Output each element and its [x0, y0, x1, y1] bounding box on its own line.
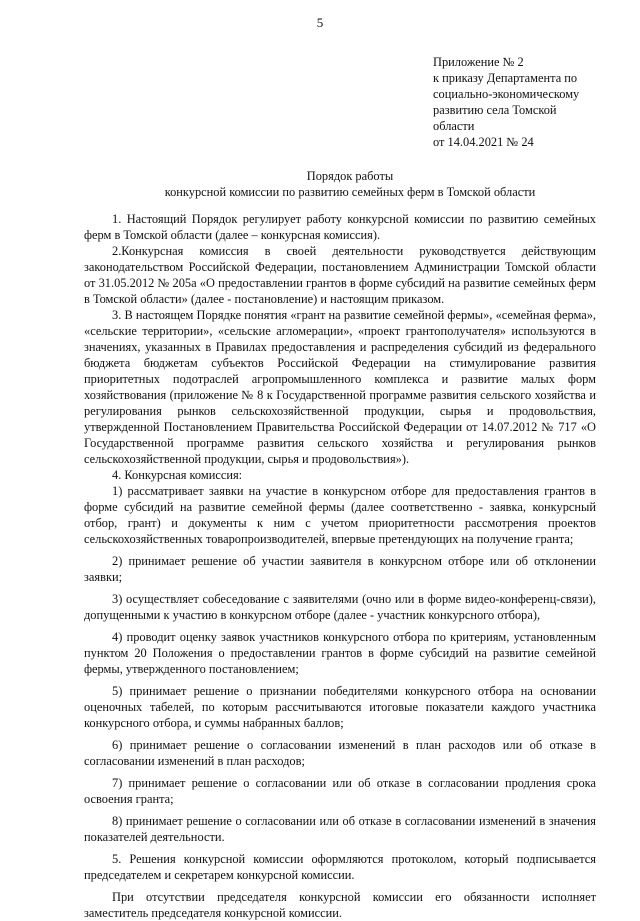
paragraph: 6) принимает решение о согласовании изменений в план расходов или об отказе в согласовании изменений в план расходов; — [84, 738, 596, 768]
paragraph: 1. Настоящий Порядок регулирует работу конкурсной комиссии по развитию семейных ферм в Томской области (далее – конкурсная комиссия). — [84, 212, 596, 242]
appendix-line: области — [433, 119, 475, 133]
paragraph: 2.Конкурсная комиссия в своей деятельности руководствуется действующим законодательством Российской Федерации, постановлением Администрации Томской области от 31.05.2012 № 205а «О предоставлении грантов в форме субсидий на развитие семейных ферм в Томской области» (далее - постановление) и настоящим приказом. — [84, 244, 596, 306]
paragraph: 5. Решения конкурсной комиссии оформляются протоколом, который подписывается председателем и секретарем конкурсной комиссии. — [84, 852, 596, 882]
paragraph: 3) осуществляет собеседование с заявителями (очно или в форме видео-конференц-связи), допущенными к участию в конкурсном отборе (далее - участник конкурсного отбора), — [84, 592, 596, 622]
document-title — [70, 168, 630, 200]
page-number: 5 — [316, 15, 324, 30]
title-line-1: Порядок работы — [306, 169, 394, 183]
paragraph: 4. Конкурсная комиссия: — [112, 468, 243, 482]
appendix-line: социально-экономическому — [433, 87, 580, 101]
paragraph: 4) проводит оценку заявок участников конкурсного отбора по критериям, установленным пунктом 20 Положения о предоставлении грантов в форме субсидий на развитие семейной фермы, утвержденного постановлением; — [84, 630, 596, 676]
paragraph: 2) принимает решение об участии заявителя в конкурсном отборе или об отклонении заявки; — [84, 554, 596, 584]
paragraph: 3. В настоящем Порядке понятия «грант на развитие семейной фермы», «семейная ферма», «сельские территории», «сельские агломерации», «проект грантополучателя» используются в значениях, указанных в Правилах предоставления и распределения субсидий из федерального бюджета бюджетам субъектов Российской Федерации на стимулирование развития приоритетных подотраслей агропромышленного комплекса и развитие малых форм хозяйствования (приложение № 8 к Государственной программе развития сельского хозяйства и регулирования рынков сельскохозяйственной продукции, сырья и продовольствия, утвержденной Постановлением Правительства Российской Федерации от 14.07.2012 № 717 «О Государственной программе развития сельского хозяйства и регулирования рынков сельскохозяйственной продукции, сырья и продовольствия»). — [84, 308, 596, 466]
paragraph: 1) рассматривает заявки на участие в конкурсном отборе для предоставления грантов в форме субсидий на развитие семейной фермы (далее соответственно - заявка, конкурсный отбор, грант) и документы к ним с учетом приоритетности рассмотрения проектов сельскохозяйственных товаропроизводителей, впервые претендующих на получение гранта; — [84, 484, 596, 546]
paragraph: 8) принимает решение о согласовании или об отказе в согласовании изменений в значения показателей деятельности. — [84, 814, 596, 844]
paragraph: При отсутствии председателя конкурсной комиссии его обязанности исполняет заместитель председателя конкурсной комиссии. — [84, 890, 596, 920]
appendix-line: от 14.04.2021 № 24 — [433, 135, 534, 149]
paragraph: 7) принимает решение о согласовании или об отказе в согласовании продления срока освоения гранта; — [84, 776, 596, 806]
appendix-line: к приказу Департамента по — [433, 71, 578, 85]
document-body — [84, 211, 596, 921]
paragraph: 5) принимает решение о признании победителями конкурсного отбора на основании оценочных табелей, по которым рассчитываются итоговые показатели каждого участника конкурсного отбора, и суммы набранных баллов; — [84, 684, 596, 730]
title-line-2: конкурсной комиссии по развитию семейных ферм в Томской области — [164, 185, 536, 199]
appendix-line: Приложение № 2 — [433, 55, 524, 69]
appendix-line: развитию села Томской — [433, 103, 557, 117]
appendix-header — [433, 54, 613, 150]
